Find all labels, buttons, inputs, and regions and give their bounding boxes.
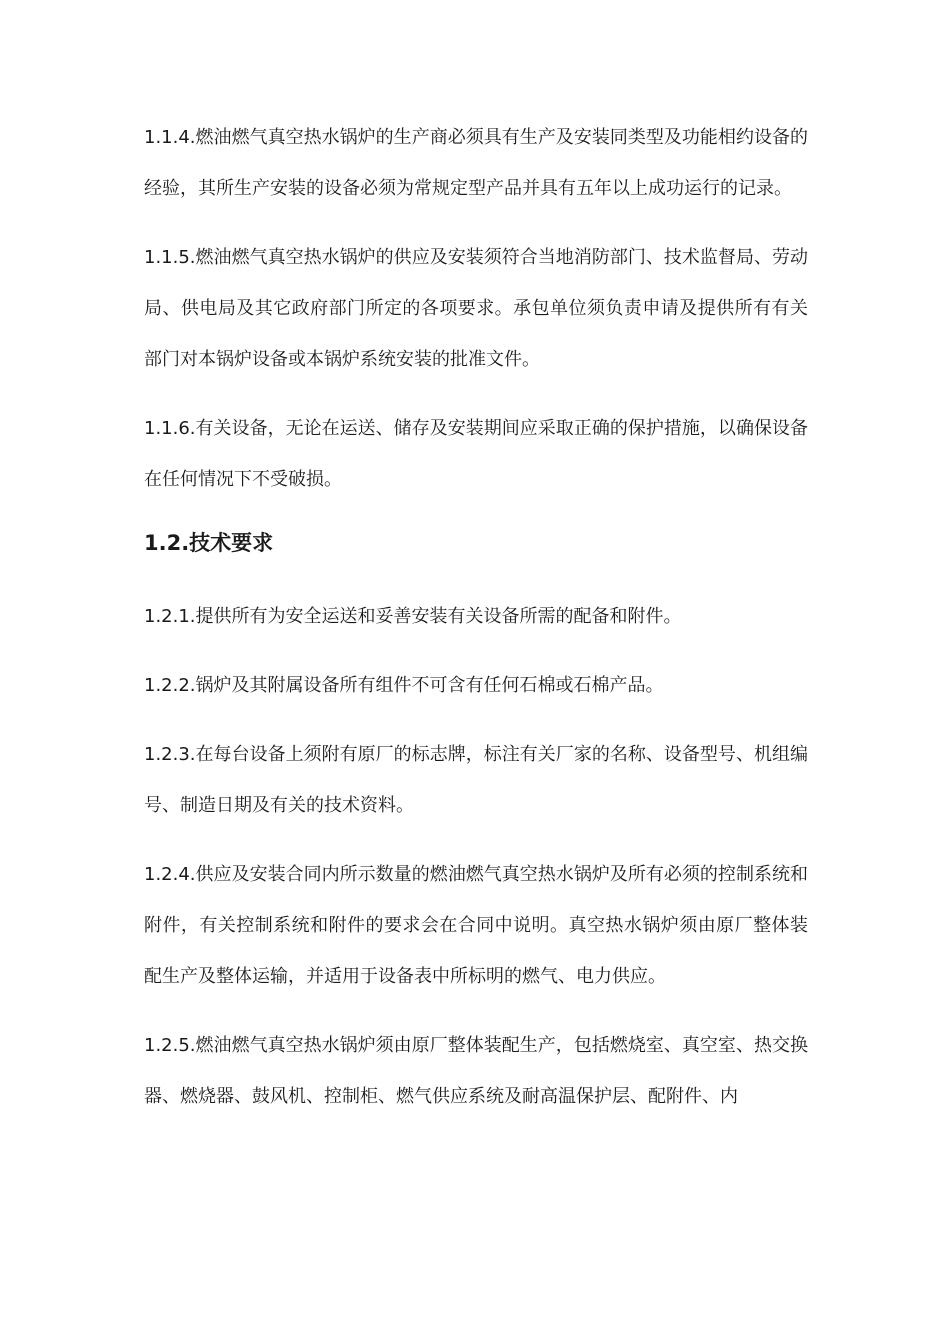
paragraph-1-2-4: 1.2.4.供应及安装合同内所示数量的燃油燃气真空热水锅炉及所有必须的控制系统和附件，有关控制系统和附件的要求会在合同中说明。真空热水锅炉须由原厂整体装配生产及整体运输，并适用于设备表中所标明的燃气、电力供应。 <box>144 864 808 987</box>
section-heading-1-2: 1.2.技术要求 <box>144 531 274 555</box>
paragraph-1-1-4: 1.1.4.燃油燃气真空热水锅炉的生产商必须具有生产及安装同类型及功能相约设备的经验，其所生产安装的设备必须为常规定型产品并具有五年以上成功运行的记录。 <box>144 127 808 199</box>
paragraph-1-1-5: 1.1.5.燃油燃气真空热水锅炉的供应及安装须符合当地消防部门、技术监督局、劳动局、供电局及其它政府部门所定的各项要求。承包单位须负责申请及提供所有有关部门对本锅炉设备或本锅炉系统安装的批准文件。 <box>144 247 808 370</box>
paragraph-1-1-6: 1.1.6.有关设备，无论在运送、储存及安装期间应采取正确的保护措施，以确保设备在任何情况下不受破损。 <box>144 418 808 490</box>
paragraph-1-2-3: 1.2.3.在每台设备上须附有原厂的标志牌，标注有关厂家的名称、设备型号、机组编号、制造日期及有关的技术资料。 <box>144 744 808 816</box>
paragraph-1-2-1: 1.2.1.提供所有为安全运送和妥善安装有关设备所需的配备和附件。 <box>144 606 682 627</box>
paragraph-1-2-5: 1.2.5.燃油燃气真空热水锅炉须由原厂整体装配生产，包括燃烧室、真空室、热交换器、燃烧器、鼓风机、控制柜、燃气供应系统及耐高温保护层、配附件、内 <box>144 1035 808 1107</box>
document-body <box>144 112 808 1140</box>
paragraph-1-2-2: 1.2.2.锅炉及其附属设备所有组件不可含有任何石棉或石棉产品。 <box>144 675 664 696</box>
